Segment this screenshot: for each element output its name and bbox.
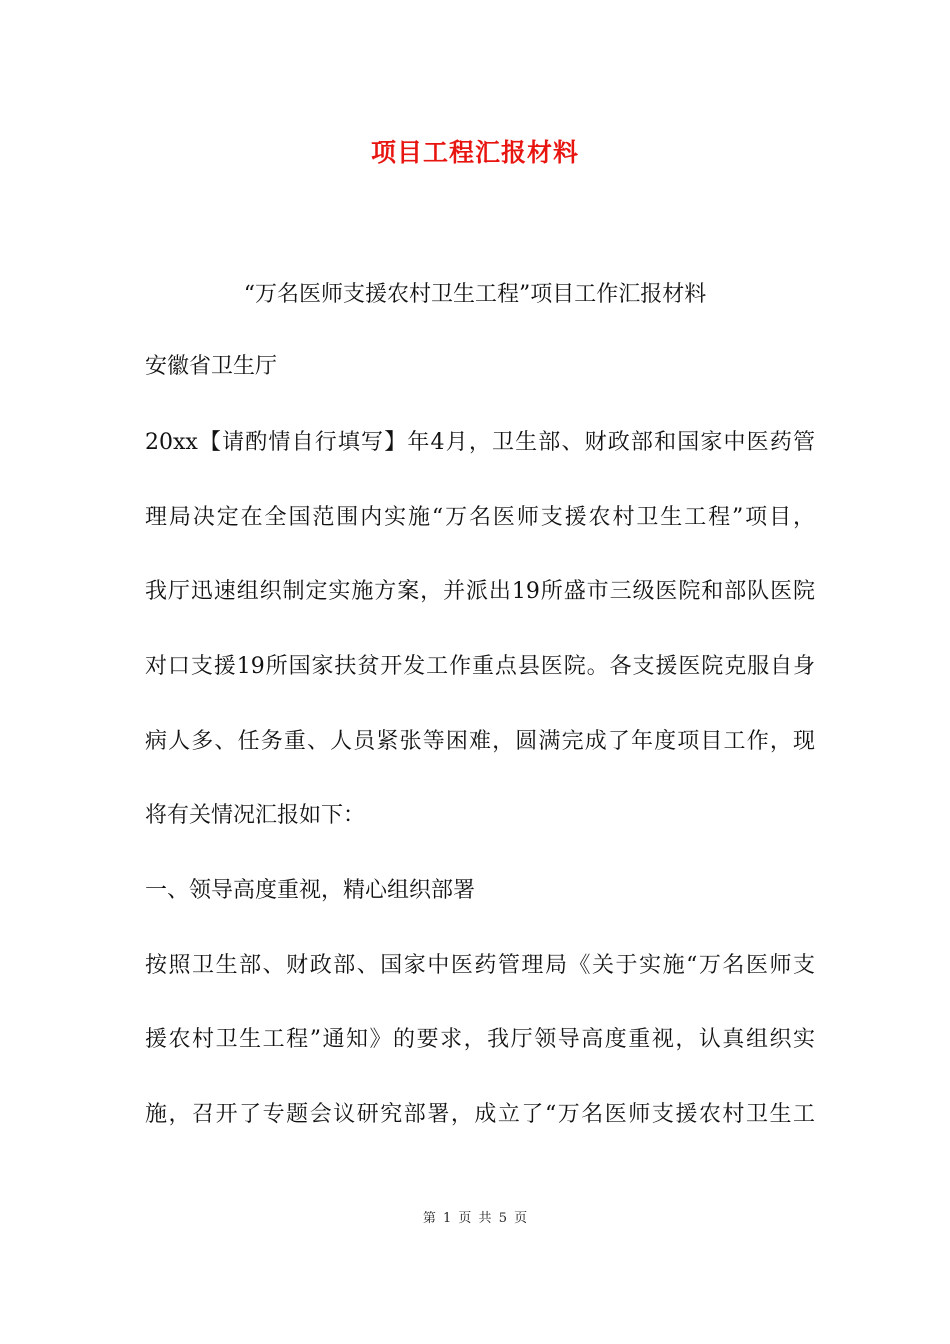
paragraph-line: 我厅迅速组织制定实施方案，并派出19所盛市三级医院和部队医院: [145, 579, 815, 604]
page-number-footer: 第 1 页 共 5 页: [422, 1211, 528, 1226]
section-heading: 一、领导高度重视，精心组织部署: [145, 878, 476, 903]
paragraph-line: 将有关情况汇报如下：: [145, 803, 366, 828]
paragraph-line: 理局决定在全国范围内实施“万名医师支援农村卫生工程”项目，: [145, 505, 815, 530]
paragraph-line: 按照卫生部、财政部、国家中医药管理局《关于实施“万名医师支: [145, 953, 815, 978]
paragraph-line: 病人多、任务重、人员紧张等困难，圆满完成了年度项目工作，现: [145, 729, 815, 754]
document-title: 项目工程汇报材料: [370, 138, 579, 167]
paragraph-line: 援农村卫生工程”通知》的要求，我厅领导高度重视，认真组织实: [145, 1027, 815, 1052]
paragraph-line: 对口支援19所国家扶贫开发工作重点县医院。各支援医院克服自身: [145, 654, 815, 679]
paragraph-line: 20xx【请酌情自行填写】年4月，卫生部、财政部和国家中医药管: [145, 430, 815, 455]
author-line: 安徽省卫生厅: [145, 354, 278, 379]
document-subtitle: “万名医师支援农村卫生工程”项目工作汇报材料: [243, 282, 707, 307]
paragraph-line: 施，召开了专题会议研究部署，成立了“万名医师支援农村卫生工: [145, 1102, 815, 1127]
